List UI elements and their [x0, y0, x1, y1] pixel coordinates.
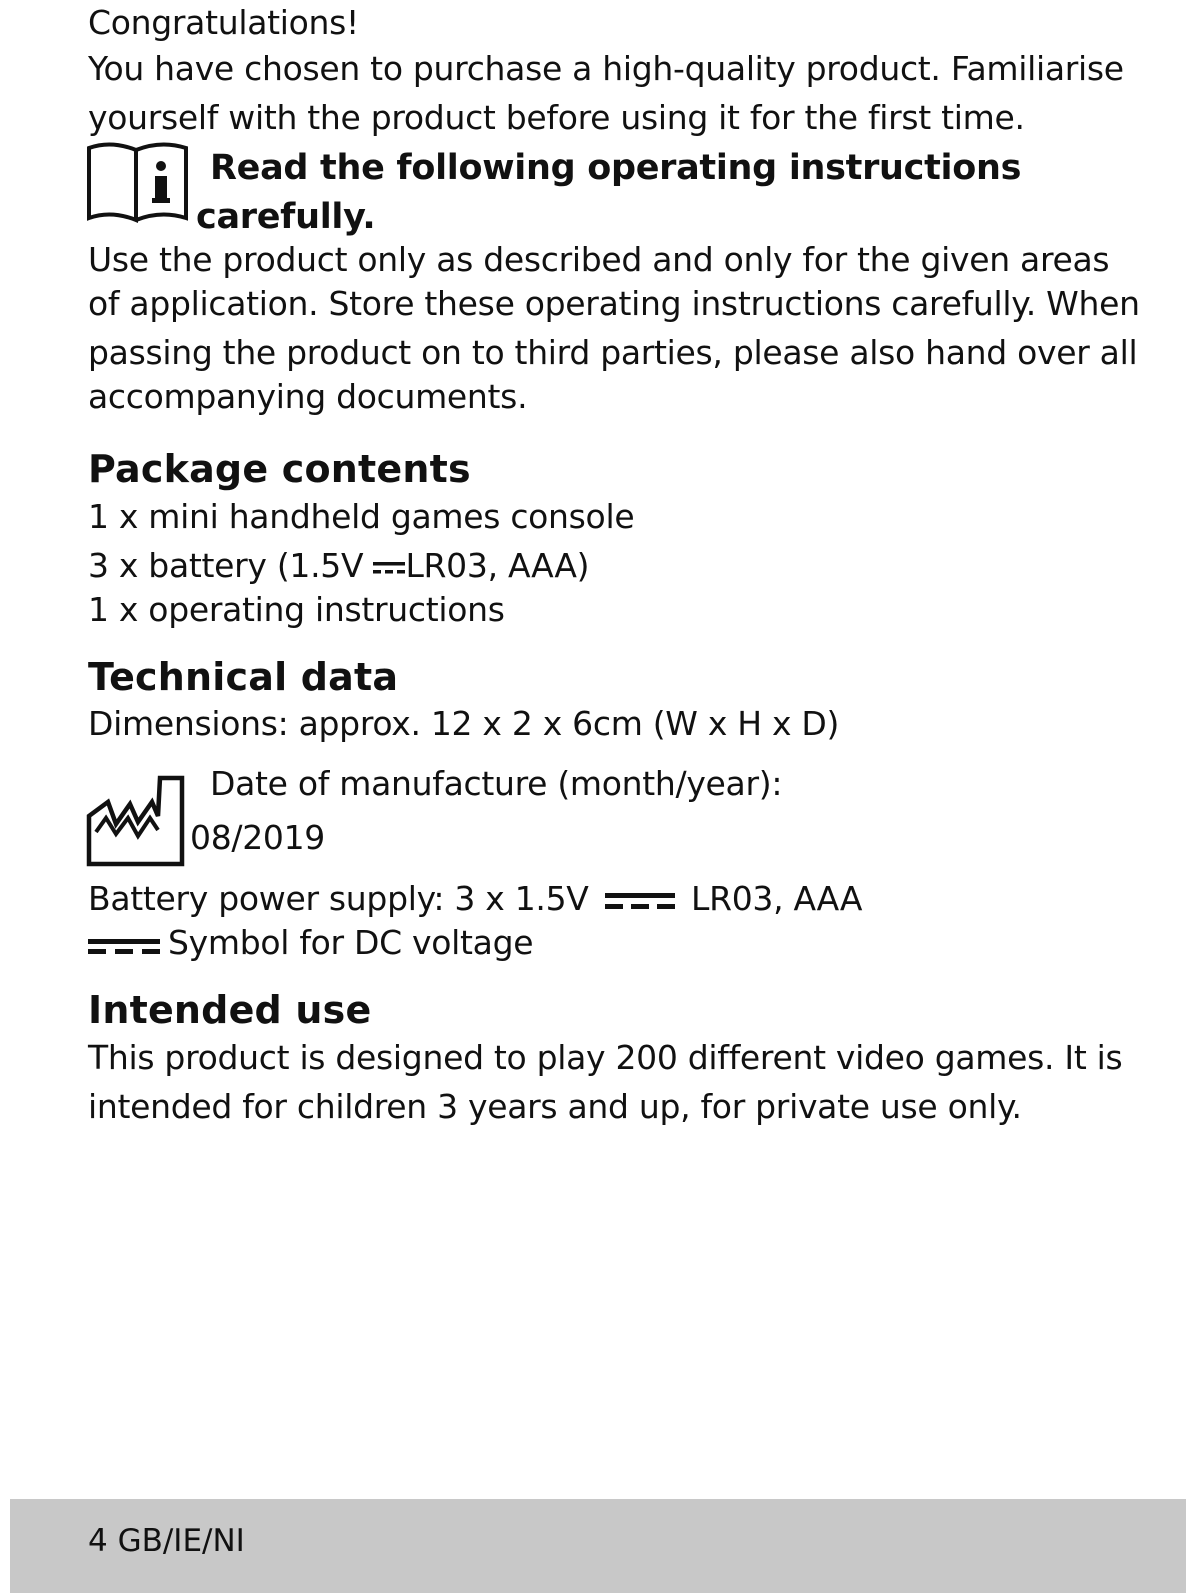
technical-data-heading: Technical data [88, 655, 399, 699]
usage-line-3: passing the product on to third parties, please also hand over all [88, 333, 1138, 372]
battery-supply-suffix: LR03, AAA [691, 879, 863, 918]
dc-symbol-text: Symbol for DC voltage [168, 923, 534, 962]
manufacture-date-label: Date of manufacture (month/year): [210, 764, 783, 803]
page-number-label: 4 GB/IE/NI [88, 1523, 245, 1559]
intended-use-line-2: intended for children 3 years and up, for private use only. [88, 1087, 1022, 1126]
battery-item-prefix: 3 x battery (1.5V [88, 546, 374, 585]
usage-line-1: Use the product only as described and only for the given areas [88, 240, 1110, 279]
congratulations-text: Congratulations! [88, 3, 359, 42]
read-instructions-line-2: carefully. [196, 197, 376, 237]
page-footer [10, 1499, 1186, 1593]
intended-use-line-1: This product is designed to play 200 different video games. It is [88, 1038, 1123, 1077]
package-contents-heading: Package contents [88, 447, 471, 491]
dimensions-text: Dimensions: approx. 12 x 2 x 6cm (W x H x D) [88, 704, 840, 743]
dc-voltage-icon [605, 889, 675, 913]
battery-item-model: LR03, AAA) [405, 546, 590, 585]
dc-voltage-icon [88, 933, 160, 957]
usage-line-2: of application. Store these operating instructions carefully. When [88, 284, 1140, 323]
usage-line-4: accompanying documents. [88, 377, 528, 416]
dc-voltage-icon [373, 557, 405, 579]
dc-symbol-legend [88, 923, 533, 963]
package-item-battery [88, 546, 589, 586]
package-item-console: 1 x mini handheld games console [88, 497, 635, 536]
intro-line-2: yourself with the product before using it for the first time. [88, 98, 1025, 137]
intended-use-heading: Intended use [88, 988, 372, 1032]
battery-power-supply [88, 879, 862, 919]
package-item-instructions: 1 x operating instructions [88, 590, 505, 629]
intro-line-1: You have chosen to purchase a high-quality product. Familiarise [88, 49, 1124, 88]
battery-supply-prefix: Battery power supply: 3 x 1.5V [88, 879, 589, 918]
factory-icon [86, 774, 186, 868]
manufacture-date-value: 08/2019 [190, 818, 325, 857]
manual-info-icon [86, 138, 190, 224]
read-instructions-line-1: Read the following operating instructions [210, 148, 1022, 188]
